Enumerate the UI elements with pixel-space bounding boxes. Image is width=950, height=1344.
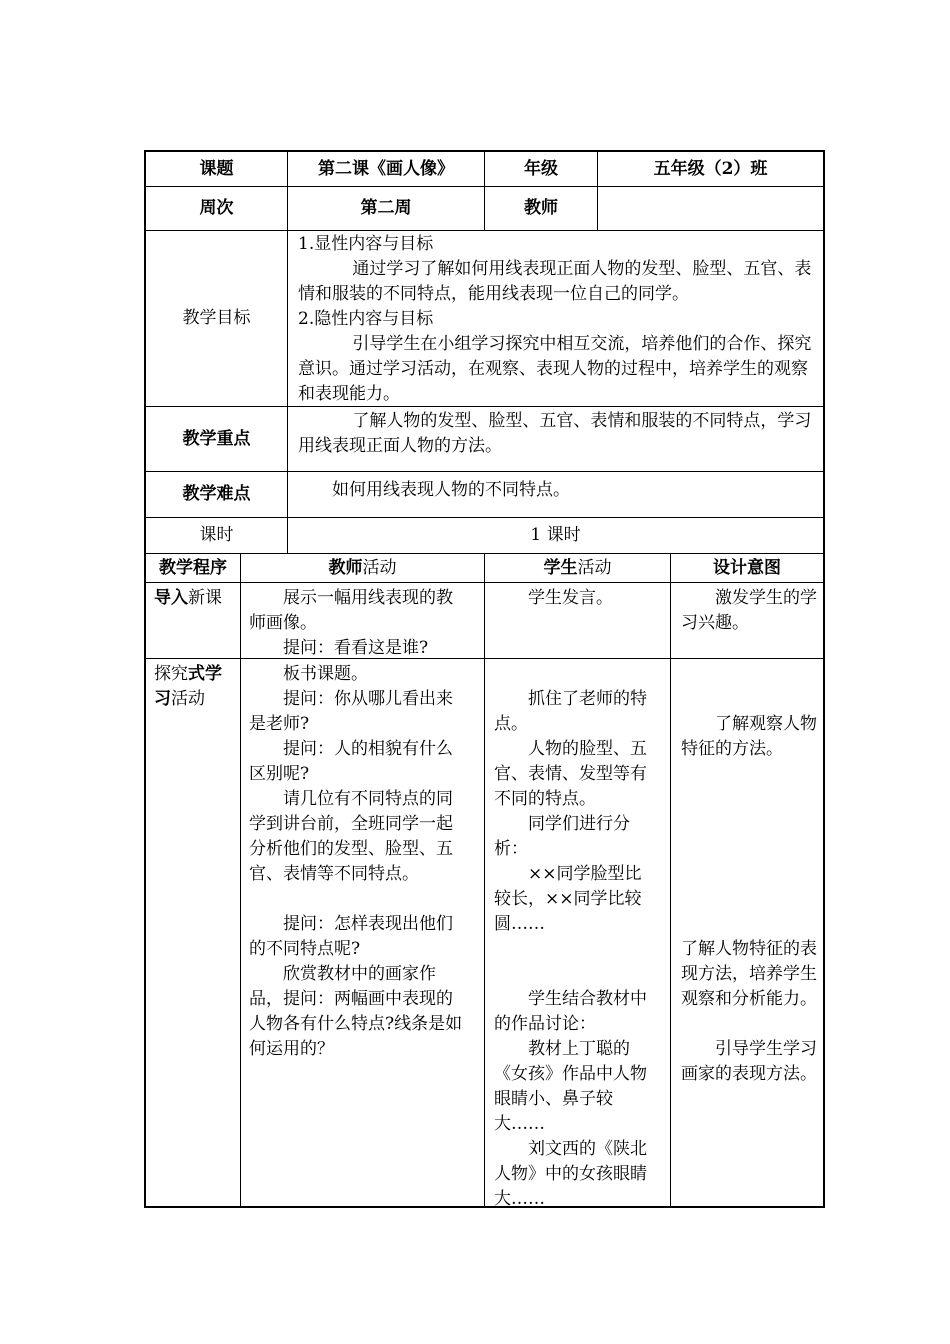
design-intent-header: 设计意图: [713, 557, 781, 578]
explore-intent-2: [681, 937, 817, 1087]
key-point-paragraph: 了解人物的发型、脸型、五官、表情和服装的不同特点，学习用线表现正面人物的方法。: [298, 411, 812, 456]
explore-intent-line: 了解观察人物特征的方法。: [681, 714, 817, 759]
week-value: 第二周: [360, 198, 412, 218]
teacher-activity-header: [241, 554, 484, 582]
grade-label: 年级: [524, 158, 558, 179]
difficulty-text: [298, 478, 818, 503]
explore-intent-line: 了解人物特征的表现方法，培养学生观察和分析能力。: [681, 939, 817, 1009]
explicit-text: 通过学习了解如何用线表现正面人物的发型、脸型、五官、表情和服装的不同特点，能用线表现一位自己的同学。: [298, 259, 812, 304]
procedure-header: 教学程序: [159, 557, 227, 578]
explore-teacher-line: 欣赏教材中的画家作品，提问：两幅画中表现的人物各有什么特点?线条是如何运用的？: [249, 964, 463, 1059]
key-point-label: 教学重点: [182, 428, 251, 449]
explore-student-line: 学生结合教材中的作品讨论：: [494, 989, 647, 1034]
explore-teacher: [249, 662, 465, 1062]
explore-student-line: 抓住了老师的特点。: [494, 689, 647, 734]
intro-teacher-line: 提问：看看这是谁?: [283, 638, 429, 658]
intro-teacher-line: 展示一幅用线表现的教师画像。: [249, 588, 453, 633]
intro-intent-line: 激发学生的学习兴趣。: [681, 588, 817, 633]
explore-student-line: 教材上丁聪的《女孩》作品中人物眼睛小、鼻子较大……: [494, 1039, 647, 1134]
explore-teacher-line: 提问：怎样表现出他们的不同特点呢?: [249, 914, 453, 959]
intro-step-rest: 新课: [188, 588, 222, 608]
difficulty-paragraph: 如何用线表现人物的不同特点。: [332, 480, 570, 500]
difficulty-label: 教学难点: [182, 484, 251, 504]
explore-student: [494, 687, 654, 1212]
teacher-label: 教师: [524, 198, 558, 218]
hours-value: 1 课时: [530, 525, 581, 545]
explore-student-line: 刘文西的《陕北人物》中的女孩眼睛大……: [494, 1139, 647, 1209]
explore-teacher-line: 请几位有不同特点的同学到讲台前，全班同学一起分析他们的发型、脸型、五官、表情等不同特点。: [249, 789, 453, 884]
explore-student-line: 人物的脸型、五官、表情、发型等有不同的特点。: [494, 739, 647, 809]
explore-teacher-line: 提问：人的相貌有什么区别呢?: [249, 739, 453, 784]
grade-value: 五年级（2）班: [653, 158, 768, 179]
intro-student-line: 学生发言。: [528, 588, 613, 608]
explore-step: [154, 662, 238, 712]
key-point-text: [298, 409, 818, 459]
explore-teacher-line: 板书课题。: [283, 664, 368, 684]
student-activity-header-rest: 活动: [577, 557, 612, 578]
objectives-content: [298, 232, 818, 407]
lesson-plan-table: [144, 150, 825, 1208]
explore-student-line: 同学们进行分析：: [494, 814, 630, 859]
teacher-value: [598, 187, 823, 230]
intro-step-bold: 导入: [154, 588, 188, 608]
student-activity-header: [485, 554, 670, 582]
teacher-activity-header-rest: 活动: [362, 557, 397, 578]
explicit-title: 1.显性内容与目标: [298, 234, 434, 254]
explore-step-part2: 式学习: [154, 664, 222, 709]
intro-student: [494, 586, 654, 611]
week-label: 周次: [199, 198, 234, 218]
intro-teacher: [249, 586, 465, 661]
explore-student-line: ××同学脸型比较长，××同学比较圆……: [494, 864, 642, 934]
implicit-text: 引导学生在小组学习探究中相互交流，培养他们的合作、探究意识。通过学习活动，在观察、表现人物的过程中，培养学生的观察和表现能力。: [298, 334, 812, 404]
subject-value: 第二课《画人像》: [318, 158, 454, 179]
intro-step: [154, 586, 238, 611]
explore-intent-line: 引导学生学习画家的表现方法。: [681, 1039, 817, 1084]
intro-intent: [681, 586, 817, 636]
teacher-activity-header-bold: 教师: [328, 557, 363, 578]
objectives-label: 教学目标: [182, 308, 251, 328]
explore-step-part3: 活动: [171, 689, 205, 709]
explore-step-part1: 探究: [154, 664, 188, 684]
student-activity-header-bold: 学生: [543, 557, 578, 578]
hours-label: 课时: [199, 525, 234, 545]
implicit-title: 2.隐性内容与目标: [298, 309, 434, 329]
subject-label: 课题: [199, 158, 234, 179]
explore-teacher-line: 提问：你从哪儿看出来是老师?: [249, 689, 453, 734]
explore-intent-1: [681, 712, 817, 762]
